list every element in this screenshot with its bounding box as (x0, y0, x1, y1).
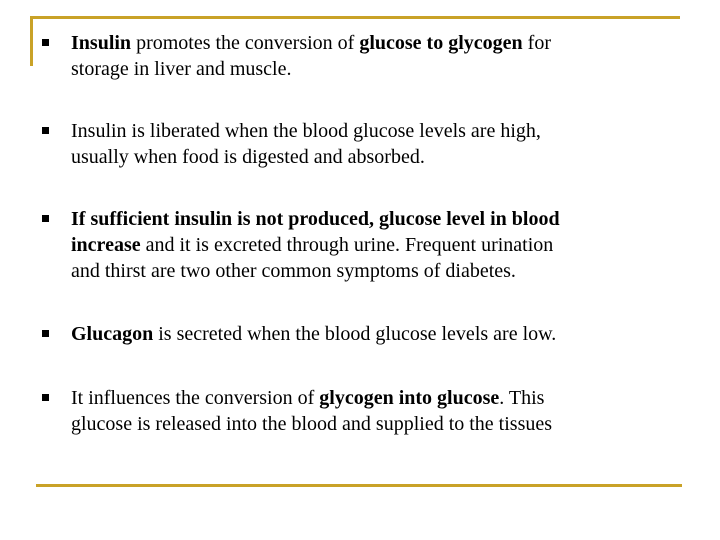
frame-bottom-rule (36, 484, 682, 487)
square-bullet-icon (42, 215, 49, 222)
square-bullet-icon (42, 394, 49, 401)
bullet-line (71, 206, 683, 232)
bullet-line (71, 385, 683, 411)
bullet-line (71, 30, 683, 56)
text-run: promotes the conversion of (131, 32, 360, 54)
bullet-line (71, 258, 683, 284)
square-bullet-icon (42, 330, 49, 337)
bullet-text (71, 385, 683, 437)
square-bullet-icon (42, 39, 49, 46)
bullet-line (71, 232, 683, 258)
bullet-line (71, 321, 683, 347)
text-run: is secreted when the blood glucose levels are low. (153, 323, 557, 345)
text-run: glucose is released into the blood and supplied to the tissues (71, 413, 553, 435)
bold-text-run: increase (71, 234, 141, 256)
bullet-text (71, 321, 683, 347)
text-run: for (522, 32, 551, 54)
bold-text-run: Glucagon (71, 323, 154, 345)
text-run: storage in liver and muscle. (71, 58, 292, 80)
text-run: usually when food is digested and absorbed. (71, 146, 425, 168)
text-run: . This (499, 387, 545, 409)
bullet-line (71, 56, 683, 82)
bold-text-run: glycogen into glucose (319, 387, 500, 409)
text-run: and it is excreted through urine. Frequent urination (140, 234, 554, 256)
bullet-text (71, 118, 683, 170)
text-run: Insulin is liberated when the blood glucose levels are high, (71, 120, 541, 142)
bullet-text (71, 30, 683, 82)
bold-text-run: If sufficient insulin is not produced, glucose level in blood (71, 208, 560, 230)
bullet-line (71, 118, 683, 144)
bold-text-run: glucose to glycogen (359, 32, 523, 54)
bullet-line (71, 144, 683, 170)
bullet-text (71, 206, 683, 284)
square-bullet-icon (42, 127, 49, 134)
text-run: It influences the conversion of (71, 387, 320, 409)
text-run: and thirst are two other common symptoms of diabetes. (71, 260, 516, 282)
bullet-line (71, 411, 683, 437)
bold-text-run: Insulin (71, 32, 132, 54)
